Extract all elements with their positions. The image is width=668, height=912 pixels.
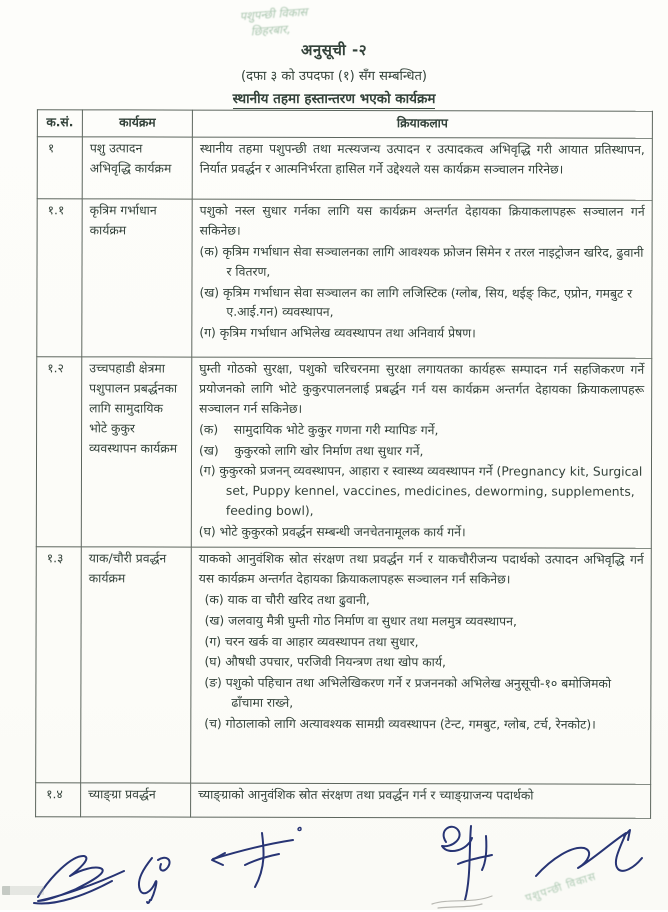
row-activity xyxy=(191,783,651,818)
activity-item: (ङ) पशुको पहिचान तथा अभिलेखिकरण गर्ने र प्रजननको अभिलेख अनुसूची-१० बमोजिमको ढाँचामा राख्ने, xyxy=(204,675,612,711)
activity-item: (घ) भोटे कुकुरको प्रवर्द्धन सम्बन्धी जनचेतनामूलक कार्य गर्ने। xyxy=(198,524,466,540)
document-header xyxy=(0,40,668,109)
table-row xyxy=(36,357,651,549)
row-sn: १.२ xyxy=(36,357,81,547)
activity-intro: पशुको नस्ल सुधार गर्नका लागि यस कार्यक्रम अन्तर्गत देहायका क्रियाकलापहरू सञ्चालन गर्न सकिनेछ। xyxy=(199,203,645,238)
annex-title: अनुसूची -२ xyxy=(300,41,368,59)
stamp-text-bottom: पशुपन्छी विकास xyxy=(523,869,598,905)
activity-intro: याकको आनुवंशिक स्रोत संरक्षण तथा प्रवर्द्धन गर्न र याकचौरीजन्य पदार्थको उत्पादन अभिवृद्धि गर्न यस कार्यक्रम अन्तर्गत देहायका क्रियाकलापहरू सञ्चालन गर्न सकिनेछ। xyxy=(198,551,644,587)
activity-item: (क) सामुदायिक भोटे कुकुर गणना गरी म्यापिङ गर्ने, xyxy=(199,422,439,437)
activity-item: (ग) कृत्रिम गर्भाधान अभिलेख व्यवस्थापन तथा अनिवार्य प्रेषण। xyxy=(199,325,476,341)
row-program: कृत्रिम गर्भाधान कार्यक्रम xyxy=(82,199,192,357)
activity-item: (क) कृत्रिम गर्भाधान सेवा सञ्चालनका लागि आवश्यक फ्रोजन सिमेन र तरल नाइट्रोजन खरिद, ढुवानी र वितरण, xyxy=(199,244,644,279)
office-stamp-top xyxy=(239,0,421,40)
scanner-watermark xyxy=(2,886,44,895)
stamp-text-line1: पशुपन्छी विकास xyxy=(239,4,308,24)
row-activity xyxy=(191,547,652,784)
activity-intro: घुम्ती गोठको सुरक्षा, पशुको चरिचरनमा सुरक्षा लगायतका कार्यहरू सम्पादन गर्न सहजिकरण गर्ने प्रयोजनको लागि भोटे कुकुरपालनलाई प्रबर्द्धन गर्न यस कार्यक्रम अन्तर्गत देहायका क्रियाकलापहरू सञ्चालन गर्न सकिनेछ। xyxy=(199,361,645,416)
signature-icon xyxy=(424,820,504,912)
table-row xyxy=(37,199,652,359)
col-header-program: कार्यक्रम xyxy=(82,110,192,137)
row-program: उच्चपहाडी क्षेत्रमा पशुपालन प्रबर्द्धनका लागि सामुदायिक भोटे कुकुर व्यवस्थापन कार्यक्रम xyxy=(81,357,191,547)
table-row xyxy=(37,137,652,201)
row-program: पशु उत्पादन अभिवृद्धि कार्यक्रम xyxy=(82,137,192,199)
table-header-row xyxy=(37,110,652,139)
activity-intro: च्याङ्ग्राको आनुवंशिक स्रोत संरक्षण तथा प्रवर्द्धन गर्न र च्याङ्ग्राजन्य पदार्थको xyxy=(198,787,534,803)
row-program: च्याङ्ग्रा प्रवर्द्धन xyxy=(81,783,191,817)
table-row xyxy=(36,547,652,785)
stamp-text-line2: छिहरबार, xyxy=(250,21,291,39)
row-activity xyxy=(192,137,652,200)
activity-item: (च) गोठालाको लागि अत्यावश्यक सामग्री व्यवस्थापन (टेन्ट, गमबुट, ग्लोब, टर्च, रेनकोट)। xyxy=(204,716,596,732)
activity-item: (ग) चरन खर्क वा आहार व्यवस्थापन तथा सुधार, xyxy=(204,634,419,649)
signature-icon xyxy=(28,843,132,907)
signature-icon xyxy=(205,823,317,895)
row-activity xyxy=(191,357,651,548)
activity-item: (ग) कुकुरको प्रजनन् व्यवस्थापन, आहारा र स्वास्थ्य व्यवस्थापन गर्ने (Pregnancy kit, Surgical set, Puppy kennel, vaccines, medicines, deworming, supplements, feeding bowl), xyxy=(198,464,643,519)
activity-item: (ख) कृत्रिम गर्भाधान सेवा सञ्चालन का लागि लजिस्टिक (ग्लोब, सिय, थईङ् किट, एप्रोन, गमबुट र ए.आई.गन) व्यवस्थापन, xyxy=(199,285,633,320)
program-heading: स्थानीय तहमा हस्तान्तरण भएको कार्यक्रम xyxy=(232,91,436,107)
activity-item: (क) याक वा चौरी खरिद तथा ढुवानी, xyxy=(204,592,370,607)
col-header-activity: क्रियाकलाप xyxy=(192,110,652,138)
program-table xyxy=(35,109,653,819)
row-sn: १ xyxy=(37,137,82,199)
col-header-sn: क.सं. xyxy=(37,110,82,137)
row-sn: १.१ xyxy=(37,199,82,357)
clause-reference: (दफा ३ को उपदफा (१) सँग सम्बन्धित) xyxy=(241,69,427,84)
row-activity xyxy=(192,199,652,358)
table-row xyxy=(36,783,651,819)
row-sn: १.४ xyxy=(36,783,81,817)
row-program: याक/चौरी प्रवर्द्धन कार्यक्रम xyxy=(81,547,192,783)
program-table-wrap xyxy=(35,109,653,819)
activity-intro: स्थानीय तहमा पशुपन्छी तथा मत्स्यजन्य उत्पादन र उत्पादकत्व अभिवृद्धि गरी आयात प्रतिस्थापन, निर्यात प्रवर्द्धन र आत्मनिर्भरता हासिल गर्ने उद्देश्यले यस कार्यक्रम सञ्चालन गरिनेछ। xyxy=(199,141,645,177)
activity-item: (ख) जलवायु मैत्री घुम्ती गोठ निर्माण वा सुधार तथा मलमुत्र व्यवस्थापन, xyxy=(204,613,517,629)
signature-icon xyxy=(122,850,180,906)
row-sn: १.३ xyxy=(36,547,82,783)
activity-item: (घ) औषधी उपचार, परजिवी नियन्त्रण तथा खोप कार्य, xyxy=(204,655,446,670)
activity-item: (ख) कुकुरको लागि खोर निर्माण तथा सुधार गर्ने, xyxy=(199,443,424,458)
